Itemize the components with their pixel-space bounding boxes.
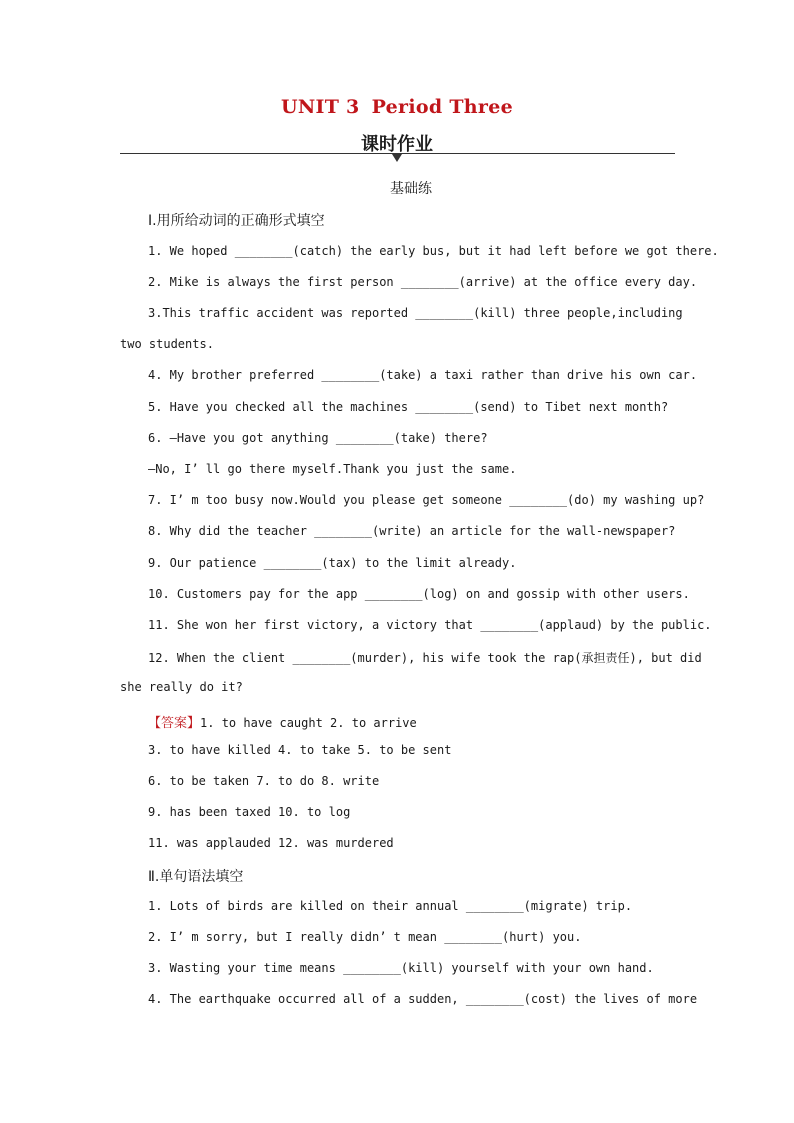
exercise-line: 3. Wasting your time means ________(kill) yourself with your own hand. [148, 961, 654, 975]
exercise-line: two students. [120, 337, 214, 351]
answer-line: 3. to have killed 4. to take 5. to be sent [148, 743, 452, 757]
section-label: 基础练 [390, 181, 432, 197]
exercise-line: 9. Our patience ________(tax) to the limit already. [148, 556, 517, 570]
exercise-line: 7. I’ m too busy now.Would you please get someone ________(do) my washing up? [148, 493, 705, 507]
exercise-line: 10. Customers pay for the app ________(log) on and gossip with other users. [148, 587, 690, 601]
divider-triangle-icon [392, 154, 402, 162]
part1-heading: Ⅰ.用所给动词的正确形式填空 [148, 213, 325, 229]
answer-line: 9. has been taxed 10. to log [148, 805, 351, 819]
part2-heading: Ⅱ.单句语法填空 [148, 869, 244, 885]
exercise-line: 4. The earthquake occurred all of a sudden, ________(cost) the lives of more [148, 992, 698, 1006]
answer-line: 11. was applauded 12. was murdered [148, 836, 394, 850]
period-label: Period Three [371, 96, 513, 118]
answer-line: 6. to be taken 7. to do 8. write [148, 774, 380, 788]
exercise-line: 6. —Have you got anything ________(take) there? [148, 431, 488, 445]
answer-text: 1. to have caught 2. to arrive [200, 716, 417, 730]
exercise-line: 5. Have you checked all the machines ________(send) to Tibet next month? [148, 400, 669, 414]
exercise-line: 2. Mike is always the first person ________(arrive) at the office every day. [148, 275, 698, 289]
exercise-line: 4. My brother preferred ________(take) a taxi rather than drive his own car. [148, 368, 698, 382]
exercise-line: 2. I’ m sorry, but I really didn’ t mean ________(hurt) you. [148, 930, 582, 944]
unit-title [0, 96, 794, 118]
exercise-line: 12. When the client ________(murder), his wife took the rap(承担责任), but did [148, 651, 702, 665]
exercise-line: 3.This traffic accident was reported ________(kill) three people,including [148, 306, 683, 320]
exercise-line: 11. She won her first victory, a victory that ________(applaud) by the public. [148, 618, 712, 632]
exercise-line: 1. We hoped ________(catch) the early bus, but it had left before we got there. [148, 244, 719, 258]
unit-label: UNIT 3 [280, 96, 360, 118]
answer-tag: 【答案】 [148, 716, 201, 731]
exercise-line: —No, I’ ll go there myself.Thank you just the same. [148, 462, 517, 476]
exercise-line: 1. Lots of birds are killed on their annual ________(migrate) trip. [148, 899, 633, 913]
answer-line [148, 712, 678, 731]
exercise-line: she really do it? [120, 680, 243, 694]
page-subtitle: 课时作业 [361, 134, 433, 155]
exercise-line: 8. Why did the teacher ________(write) an article for the wall-newspaper? [148, 524, 676, 538]
